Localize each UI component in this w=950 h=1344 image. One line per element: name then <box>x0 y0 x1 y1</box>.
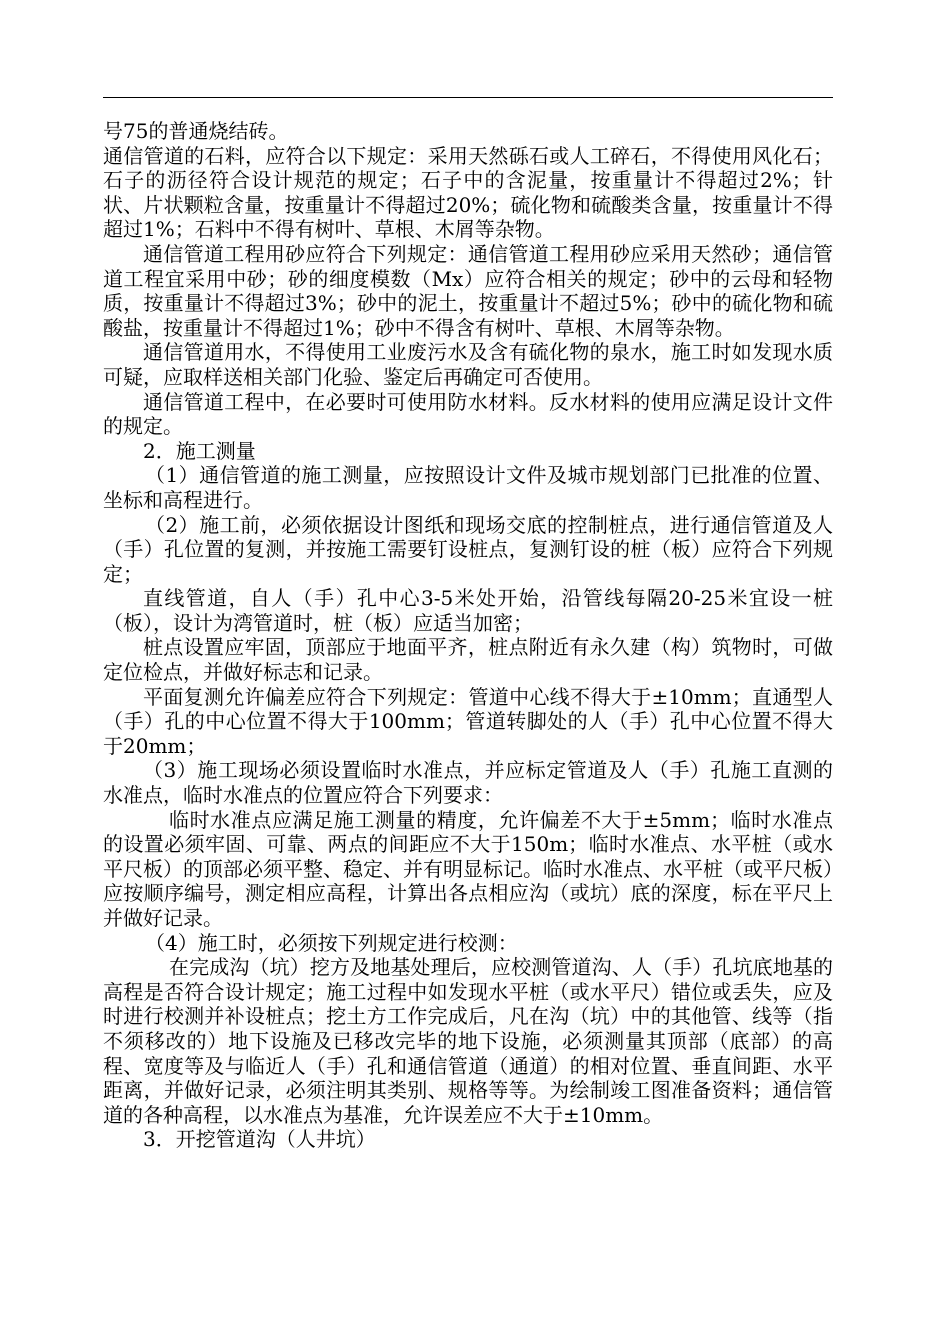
section-heading: 3．开挖管道沟（人井坑） <box>143 1127 376 1152</box>
paragraph: 通信管道工程用砂应符合下列规定：通信管道工程用砂应采用天然砂；通信管道工程宜采用中砂；砂的细度模数（Mx）应符合相关的规定；砂中的云母和轻物质，按重量计不得超过3%；砂中的泥土，按重量计不超过5%；砂中的硫化物和硫酸盐，按重量计不得超过1%；砂中不得含有树叶、草根、木屑等杂物。 <box>103 241 833 340</box>
paragraph: （4）施工时，必须按下列规定进行校测： <box>145 930 518 955</box>
paragraph: 通信管道工程中，在必要时可使用防水材料。反水材料的使用应满足设计文件的规定。 <box>103 389 833 439</box>
paragraph: 直线管道，自人（手）孔中心3-5米处开始，沿管线每隔20-25米宜设一桩（板），设计为湾管道时，桩（板）应适当加密； <box>103 586 833 635</box>
section-heading: 2．施工测量 <box>143 438 256 463</box>
paragraph: 在完成沟（坑）挖方及地基处理后，应校测管道沟、人（手）孔坑底地基的高程是否符合设计规定；施工过程中如发现水平桩（或水平尺）错位或丢失，应及时进行校测并补设桩点；挖土方工作完成后，凡在沟（坑）中的其他管、线等（指不须移改的）地下设施及已移改完毕的地下设施，必须测量其顶部（底部）的高程、宽度等及与临近人（手）孔和通信管道（通道）的相对位置、垂直间距、水平距离，并做好记录，必须注明其类别、规格等等。为绘制竣工图准备资料；通信管道的各种高程，以水准点为基准，允许误差应不大于±10mm。 <box>103 955 833 1127</box>
paragraph: （1）通信管道的施工测量，应按照设计文件及城市规划部门已批准的位置、坐标和高程进行。 <box>103 463 833 512</box>
paragraph: 通信管道的石料，应符合以下规定：采用天然砾石或人工碎石，不得使用风化石；石子的沥径符合设计规范的规定；石子中的含泥量，按重量计不得超过2%；针状、片状颗粒含量，按重量计不得超过20%；硫化物和硫酸类含量，按重量计不得超过1%；石料中不得有树叶、草根、木屑等杂物。 <box>103 143 833 242</box>
document-body <box>103 119 833 1152</box>
paragraph: （2）施工前，必须依据设计图纸和现场交底的控制桩点，进行通信管道及人（手）孔位置的复测，并按施工需要钉设桩点，复测钉设的桩（板）应符合下列规定； <box>103 512 833 586</box>
paragraph: 号75的普通烧结砖。 <box>103 119 289 143</box>
header-rule <box>103 97 833 98</box>
paragraph: （3）施工现场必须设置临时水准点，并应标定管道及人（手）孔施工直测的水准点，临时水准点的位置应符合下列要求： <box>103 758 833 808</box>
paragraph: 临时水准点应满足施工测量的精度，允许偏差不大于±5mm；临时水准点的设置必须牢固、可靠、两点的间距应不大于150m；临时水准点、水平桩（或水平尺板）的顶部必须平整、稳定、并有明显标记。临时水准点、水平桩（或平尺板）应按顺序编号，测定相应高程，计算出各点相应沟（或坑）底的深度，标在平尺上并做好记录。 <box>103 807 833 930</box>
paragraph: 平面复测允许偏差应符合下列规定：管道中心线不得大于±10mm；直通型人（手）孔的中心位置不得大于100mm；管道转脚处的人（手）孔中心位置不得大于20mm； <box>103 684 833 758</box>
paragraph: 通信管道用水，不得使用工业废污水及含有硫化物的泉水，施工时如发现水质可疑，应取样送相关部门化验、鉴定后再确定可否使用。 <box>103 340 833 389</box>
paragraph: 桩点设置应牢固，顶部应于地面平齐，桩点附近有永久建（构）筑物时，可做定位检点，并做好标志和记录。 <box>103 635 833 685</box>
